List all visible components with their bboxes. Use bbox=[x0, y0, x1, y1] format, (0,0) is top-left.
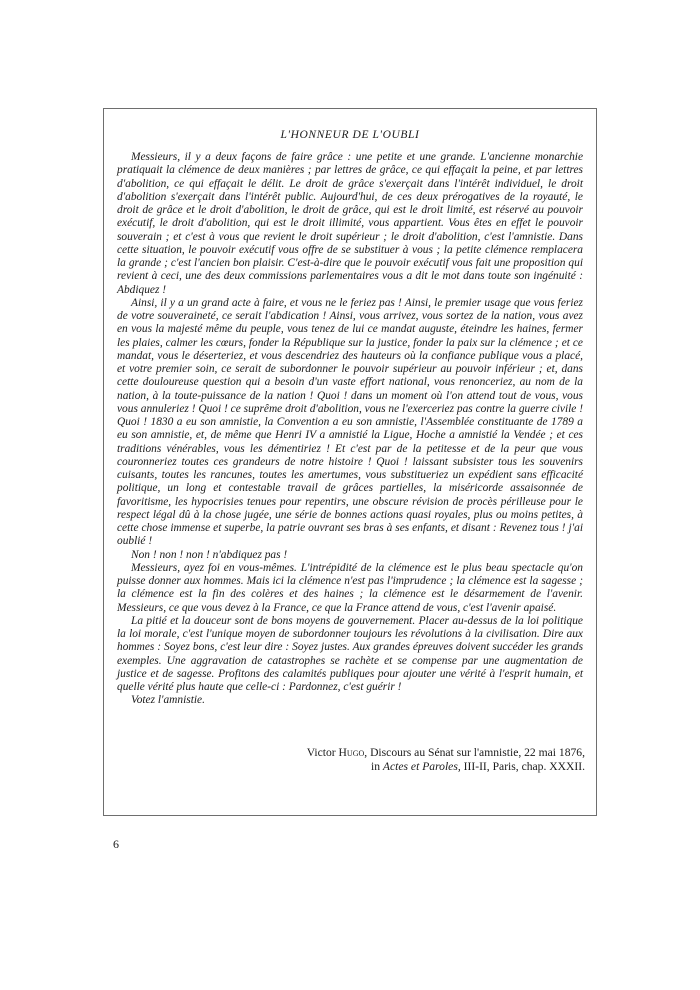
paragraph: Ainsi, il y a un grand acte à faire, et vous ne le feriez pas ! Ainsi, le premier usage que vous feriez de votre souveraineté, ce serait l'abdication ! Ainsi, vous arrivez, vous sortez de la nation, vous avez en vous la majesté même du peuple, vous tenez de lui ce mandat auguste, éteindre les haines, fermer les plaies, calmer les cœurs, fonder la République sur la justice, fonder la paix sur la clémence ; et ce mandat, vous le déserteriez, et vous descendriez des hauteurs où la confiance publique vous a placé, et votre premier soin, ce serait de subordonner le pouvoir supérieur au pouvoir inférieur ; et, dans cette douloureuse question qui a besoin d'un vaste effort national, vous renonceriez, au nom de la nation, à la toute-puissance de la nation ! Quoi ! dans un moment où l'on attend tout de vous, vous vous annuleriez ! Quoi ! ce suprême droit d'abolition, vous ne l'exerceriez pas contre la guerre civile ! Quoi ! 1830 a eu son amnistie, la Convention a eu son amnistie, l'Assemblée constituante de 1789 a eu son amnistie, et, de même que Henri IV a amnistié la Ligue, Hoche a amnistié la Vendée ; et ces traditions vénérables, vous les démentiriez ! Et c'est par de la petitesse et de la peur que vous couronneriez toutes ces grandeurs de notre histoire ! Quoi ! laissant subsister tous les souvenirs cuisants, toutes les rancunes, toutes les amertumes, vous substitueriez un expédient sans efficacité politique, un long et contestable travail de grâces partielles, la miséricorde assaisonnée de favoritisme, les hypocrisies tenues pour repentirs, une obscure révision de procès périlleuse pour le respect légal dû à la chose jugée, une série de bonnes actions quasi royales, plus ou moins petites, à cette chose immense et superbe, la patrie ouvrant ses bras à ses enfants, et disant : Revenez tous ! j'ai oublié ! bbox=[117, 296, 583, 548]
paragraph: Messieurs, ayez foi en vous-mêmes. L'intrépidité de la clémence est le plus beau spectacle qu'on puisse donner aux hommes. Mais ici la clémence n'est pas l'imprudence ; la clémence est la sagesse ; la clémence est la fin des colères et des haines ; la clémence est le désarmement de l'avenir. Messieurs, ce que vous devez à la France, ce que la France attend de vous, c'est l'avenir apaisé. bbox=[117, 561, 583, 614]
citation-line-1 bbox=[307, 746, 585, 760]
paragraph: La pitié et la douceur sont de bons moyens de gouvernement. Placer au-dessus de la loi politique la loi morale, c'est l'unique moyen de subordonner toujours les révolutions à la civilisation. Dire aux hommes : Soyez bons, c'est leur dire : Soyez justes. Aux grandes épreuves doivent succéder les grands exemples. Une aggravation de catastrophes se rachète et se compense par une augmentation de justice et de sagesse. Profitons des calamités publiques pour ajouter une vérité à l'esprit humain, et quelle vérité plus haute que celle-ci : Pardonnez, c'est guérir ! bbox=[117, 614, 583, 693]
paragraph: Non ! non ! non ! n'abdiquez pas ! bbox=[131, 548, 288, 561]
source-citation bbox=[307, 746, 585, 774]
author-first-name: Victor bbox=[306, 746, 336, 759]
paragraph: Votez l'amnistie. bbox=[131, 694, 205, 707]
page-number: 6 bbox=[113, 837, 119, 851]
author-last-name: Hugo bbox=[338, 746, 365, 759]
citation-reference: III-II, Paris, chap. XXXII. bbox=[460, 760, 585, 773]
citation-prefix: in bbox=[371, 760, 383, 773]
speech-text bbox=[117, 151, 583, 708]
document-title: L'HONNEUR DE L'OUBLI bbox=[280, 129, 420, 141]
paragraph: Messieurs, il y a deux façons de faire grâce : une petite et une grande. L'ancienne monarchie pratiquait la clémence de deux manières ; par lettres de grâce, ce qui effaçait la peine, et par lettres d'abolition, ce qui effaçait le délit. Le droit de grâce s'exerçait dans l'intérêt individuel, le droit d'abolition s'exerçait dans l'intérêt public. Aujourd'hui, de ces deux prérogatives de la royauté, le droit de grâce et le droit d'abolition, le droit de grâce, qui est le droit limité, est réservé au pouvoir exécutif, le droit d'abolition, qui est le droit illimité, vous appartient. Vous êtes en effet le pouvoir souverain ; et c'est à vous que revient le droit supérieur ; le droit d'abolition, c'est l'amnistie. Dans cette situation, le pouvoir exécutif vous offre de se substituer à vous ; la petite clémence remplacera la grande ; c'est l'ancien bon plaisir. C'est-à-dire que le pouvoir exécutif vous fait une proposition qui revient à ceci, une des deux commissions parlementaires vous a dit le mot dans toute son ingénuité : Abdiquez ! bbox=[117, 151, 583, 296]
citation-line-2 bbox=[307, 760, 585, 774]
citation-detail: , Discours au Sénat sur l'amnistie, 22 mai 1876, bbox=[364, 746, 585, 759]
text-frame bbox=[103, 108, 597, 816]
work-title: Actes et Paroles, bbox=[382, 760, 461, 773]
